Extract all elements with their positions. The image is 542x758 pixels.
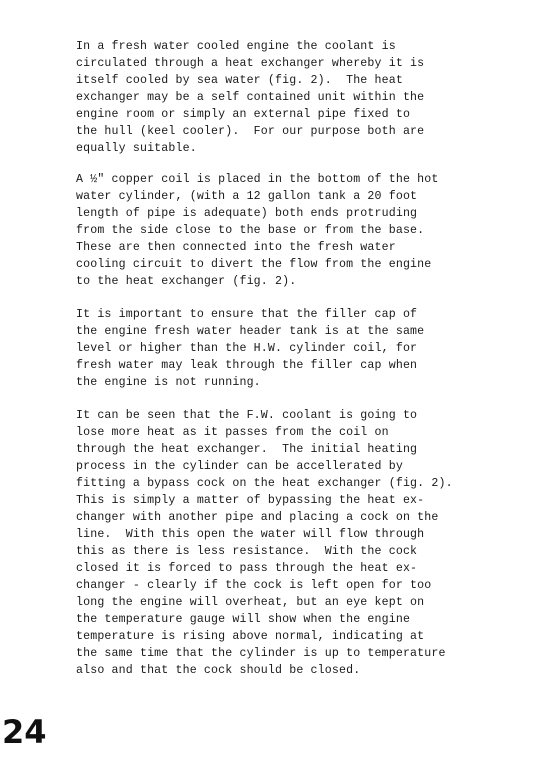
text-line: This is simply a matter of bypassing the heat ex-: [76, 494, 425, 507]
paragraph-bypass-cock: [76, 407, 526, 679]
text-line: the same time that the cylinder is up to temperature: [76, 647, 446, 660]
text-line: through the heat exchanger. The initial heating: [76, 443, 418, 456]
text-line: level or higher than the H.W. cylinder coil, for: [76, 342, 418, 355]
text-line: the engine is not running.: [76, 376, 261, 389]
text-line: length of pipe is adequate) both ends protruding: [76, 207, 418, 220]
paragraph-filler-cap: [76, 306, 526, 391]
text-line: fresh water may leak through the filler cap when: [76, 359, 418, 372]
page-number: 24: [2, 713, 47, 751]
text-line: cooling circuit to divert the flow from the engine: [76, 258, 432, 271]
text-line: line. With this open the water will flow through: [76, 528, 425, 541]
text-line: It is important to ensure that the filler cap of: [76, 308, 418, 321]
text-line: closed it is forced to pass through the heat ex-: [76, 562, 418, 575]
text-line: These are then connected into the fresh water: [76, 241, 396, 254]
text-line: to the heat exchanger (fig. 2).: [76, 275, 297, 288]
text-line: circulated through a heat exchanger whereby it is: [76, 57, 425, 70]
text-line: the engine fresh water header tank is at the same: [76, 325, 425, 338]
text-line: A ½" copper coil is placed in the bottom of the hot: [76, 173, 439, 186]
text-line: changer with another pipe and placing a cock on the: [76, 511, 439, 524]
text-line: the temperature gauge will show when the engine: [76, 613, 411, 626]
text-line: itself cooled by sea water (fig. 2). The heat: [76, 74, 403, 87]
text-line: changer - clearly if the cock is left open for too: [76, 579, 432, 592]
text-line: process in the cylinder can be accellerated by: [76, 460, 403, 473]
text-line: In a fresh water cooled engine the coolant is: [76, 40, 396, 53]
text-line: equally suitable.: [76, 142, 197, 155]
text-line: It can be seen that the F.W. coolant is going to: [76, 409, 418, 422]
text-line: lose more heat as it passes from the coil on: [76, 426, 389, 439]
text-line: the hull (keel cooler). For our purpose both are: [76, 125, 425, 138]
text-line: also and that the cock should be closed.: [76, 664, 361, 677]
paragraph-copper-coil: [76, 171, 526, 290]
text-line: this as there is less resistance. With the cock: [76, 545, 418, 558]
text-line: exchanger may be a self contained unit within the: [76, 91, 425, 104]
text-line: long the engine will overheat, but an eye kept on: [76, 596, 425, 609]
text-line: fitting a bypass cock on the heat exchanger (fig. 2).: [76, 477, 453, 490]
text-line: engine room or simply an external pipe fixed to: [76, 108, 411, 121]
paragraph-fresh-water-cooling: [76, 38, 526, 157]
text-line: temperature is rising above normal, indicating at: [76, 630, 425, 643]
text-line: water cylinder, (with a 12 gallon tank a 20 foot: [76, 190, 418, 203]
text-line: from the side close to the base or from the base.: [76, 224, 425, 237]
